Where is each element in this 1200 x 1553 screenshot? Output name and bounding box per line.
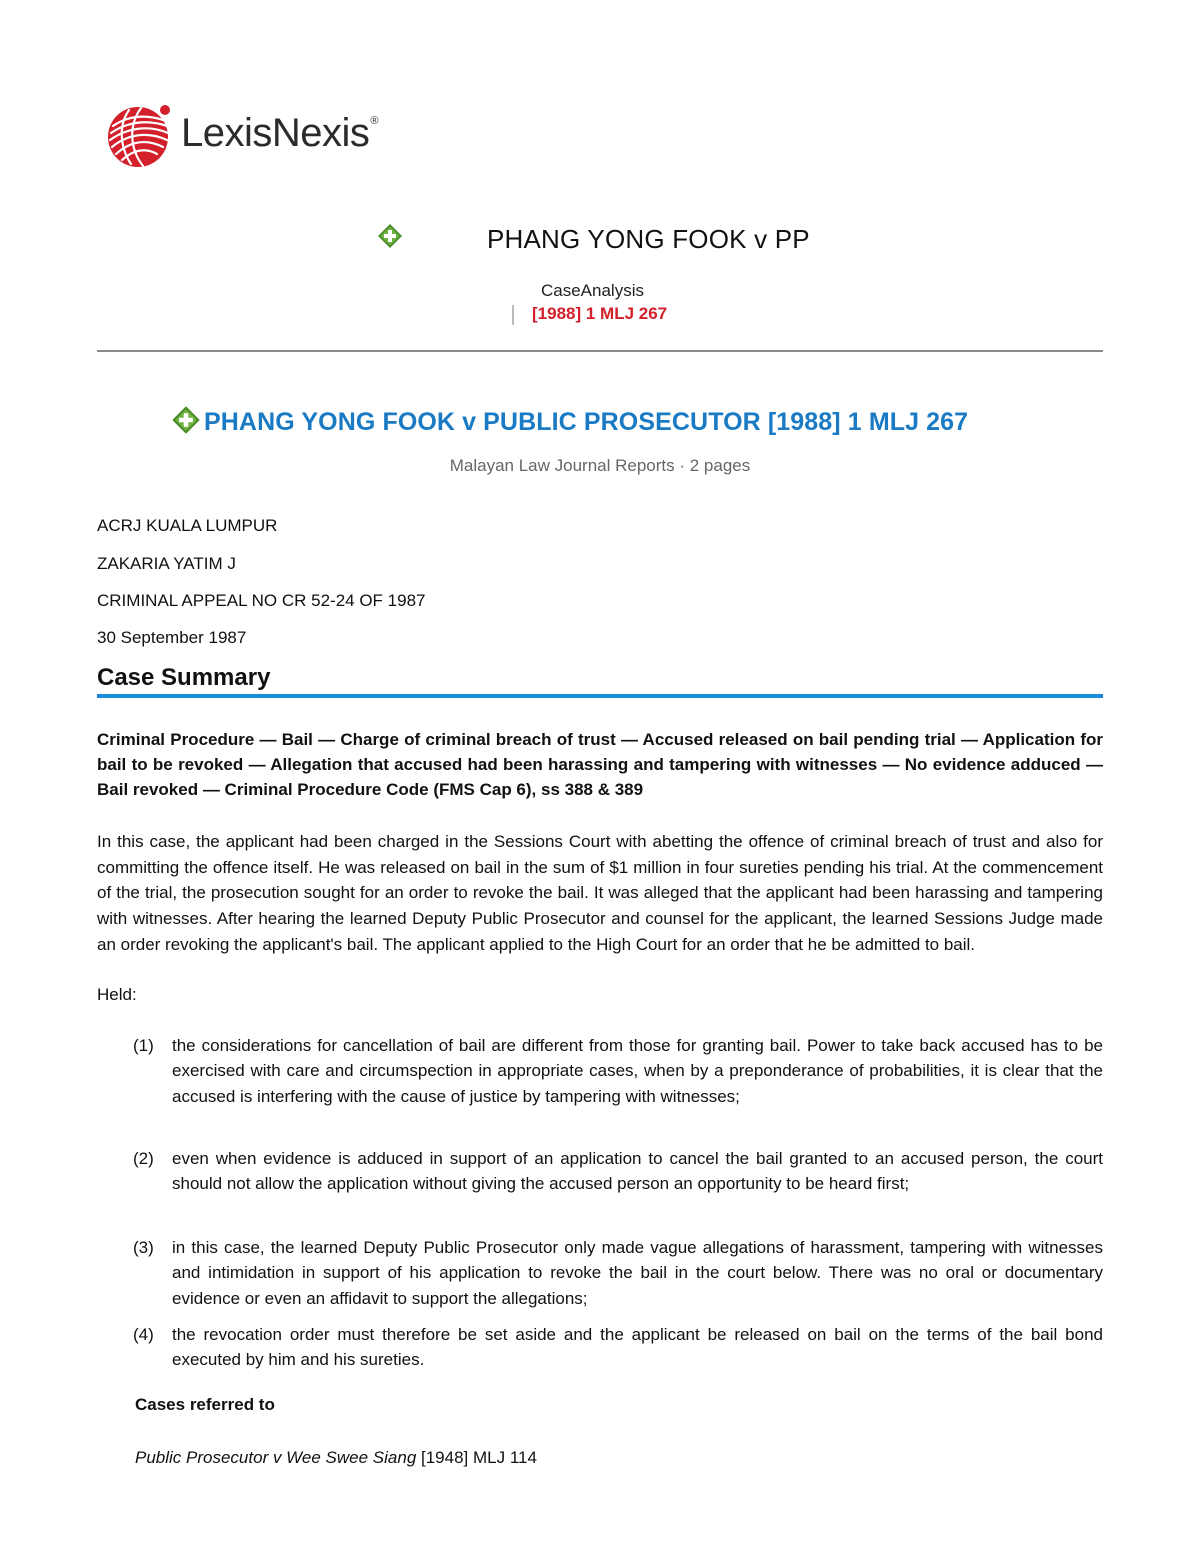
document-plus-icon (376, 222, 404, 250)
document-plus-icon (170, 404, 202, 436)
decision-date: 30 September 1987 (97, 628, 247, 647)
header-short-title: PHANG YONG FOOK v PP (487, 224, 810, 254)
catchwords: Criminal Procedure — Bail — Charge of criminal breach of trust — Accused released on bail pending trial — Application for bail to be revoked — Allegation that accused had been harassing and tampering with witnesses — No evidence adduced — Bail revoked — Criminal Procedure Code (FMS Cap 6), ss 388 & 389 (97, 730, 1103, 799)
citation-link[interactable]: [1988] 1 MLJ 267 (532, 304, 668, 323)
document-title-row (170, 408, 968, 440)
source-line: Malayan Law Journal Reports · 2 pages (449, 456, 751, 475)
logo-wordmark: LexisNexis® (181, 110, 379, 155)
header-divider (97, 350, 1103, 352)
court: ACRJ KUALA LUMPUR (97, 516, 278, 535)
case-number: CRIMINAL APPEAL NO CR 52-24 OF 1987 (97, 591, 426, 610)
held-item-text: the considerations for cancellation of bail are different from those for granting bail. Power to take back accused has to be exercised with care and circumspection in appropriate cases, when by a preponderance of probabilities, it is clear that the accused is interfering with the cause of justice by tampering with witnesses; (172, 1036, 1103, 1106)
held-item-text: in this case, the learned Deputy Public Prosecutor only made vague allegations of harassment, tampering with witnesses and intimidation in support of his application to revoke the bail in the court below. There was no oral or documentary evidence or even an affidavit to support the allegations; (172, 1238, 1103, 1308)
section-heading-case-summary: Case Summary (97, 664, 271, 691)
summary-paragraph: In this case, the applicant had been charged in the Sessions Court with abetting the offence of criminal breach of trust and also for committing the offence itself. He was released on bail in the sum of $1 million in four sureties pending his trial. At the commencement of the trial, the prosecution sought for an order to revoke the bail. It was alleged that the applicant had been harassing and tampering with witnesses. After hearing the learned Deputy Public Prosecutor and counsel for the applicant, the learned Sessions Judge made an order revoking the applicant's bail. The applicant applied to the High Court for an order that he be admitted to bail. (97, 832, 1103, 954)
held-item-number: (4) (133, 1325, 154, 1344)
held-item-number: (2) (133, 1149, 154, 1168)
lexisnexis-globe-icon (105, 102, 175, 168)
case-reference-name[interactable]: Public Prosecutor v Wee Swee Siang (135, 1448, 417, 1467)
content-type-label: CaseAnalysis (541, 281, 644, 300)
section-divider (97, 694, 1103, 698)
case-reference-citation: [1948] MLJ 114 (416, 1448, 537, 1467)
held-label: Held: (97, 985, 137, 1004)
cases-referred-heading: Cases referred to (135, 1395, 275, 1414)
held-item-number: (1) (133, 1036, 154, 1055)
judge: ZAKARIA YATIM J (97, 554, 236, 573)
case-reference[interactable] (135, 1448, 537, 1468)
document-title[interactable]: PHANG YONG FOOK v PUBLIC PROSECUTOR [1988] 1 MLJ 267 (204, 408, 969, 436)
citation-divider (512, 305, 514, 325)
held-item-text: the revocation order must therefore be set aside and the applicant be released on bail on the terms of the bail bond executed by him and his sureties. (172, 1325, 1103, 1370)
lexisnexis-logo[interactable] (105, 100, 378, 170)
held-item-text: even when evidence is adduced in support of an application to cancel the bail granted to an accused person, the court should not allow the application without giving the accused person an opportunity to be heard first; (172, 1149, 1103, 1194)
held-item-number: (3) (133, 1238, 154, 1257)
